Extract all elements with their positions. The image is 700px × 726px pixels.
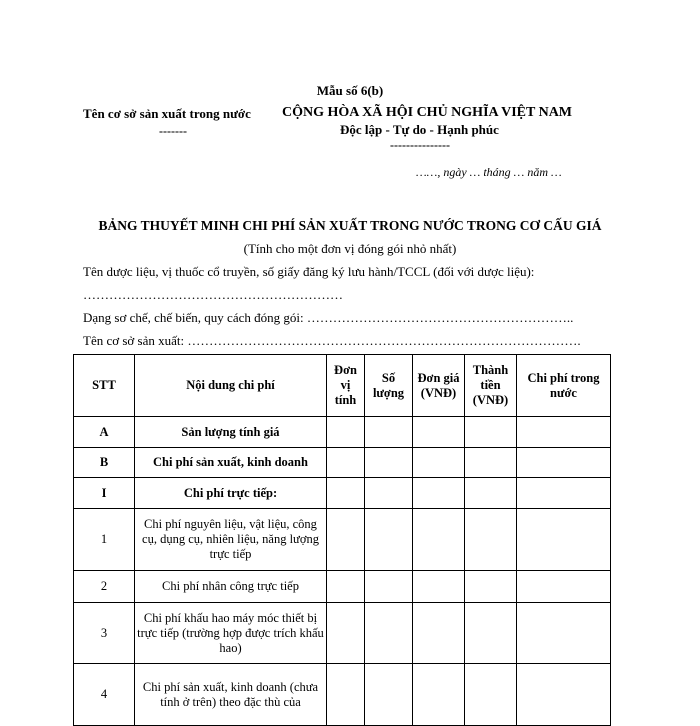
cell-empty	[327, 603, 365, 664]
org-separator: -------	[159, 124, 187, 138]
table-row	[74, 571, 611, 603]
cell-empty	[327, 509, 365, 571]
row-stt: 2	[74, 571, 135, 603]
row-content: Chi phí nhân công trực tiếp	[135, 571, 327, 603]
date-line: ……, ngày … tháng … năm …	[416, 165, 562, 179]
header-quantity: Số lượng	[365, 355, 413, 417]
row-content: Chi phí nguyên liệu, vật liệu, công cụ, dụng cụ, nhiên liệu, năng lượng trực tiếp	[135, 509, 327, 571]
header-amount: Thành tiền (VNĐ)	[465, 355, 517, 417]
header-unit-price: Đơn giá (VNĐ)	[413, 355, 465, 417]
cell-empty	[517, 664, 611, 726]
cell-empty	[327, 448, 365, 478]
org-label: Tên cơ sở sản xuất trong nước	[83, 106, 251, 121]
table-row	[74, 478, 611, 509]
cell-empty	[413, 664, 465, 726]
table-header-row	[74, 355, 611, 417]
cost-table	[73, 354, 611, 726]
cell-empty	[413, 509, 465, 571]
nation-heading: CỘNG HÒA XÃ HỘI CHỦ NGHĨA VIỆT NAM	[282, 105, 573, 120]
cell-empty	[517, 478, 611, 509]
row-stt: B	[74, 448, 135, 478]
cell-empty	[327, 571, 365, 603]
cell-empty	[327, 417, 365, 448]
table-row	[74, 664, 611, 726]
row-stt: 3	[74, 603, 135, 664]
cell-empty	[517, 448, 611, 478]
cell-empty	[413, 478, 465, 509]
cell-empty	[327, 664, 365, 726]
document-subtitle: (Tính cho một đơn vị đóng gói nhỏ nhất)	[243, 241, 457, 256]
cell-empty	[413, 448, 465, 478]
row-content: Chi phí trực tiếp:	[135, 478, 327, 509]
cell-empty	[517, 417, 611, 448]
header-unit: Đơn vị tính	[327, 355, 365, 417]
cell-empty	[517, 603, 611, 664]
cell-empty	[465, 571, 517, 603]
row-stt: 4	[74, 664, 135, 726]
row-content: Chi phí sản xuất, kinh doanh	[135, 448, 327, 478]
cell-empty	[465, 478, 517, 509]
field-material-name-dots: ……………………………………………………	[83, 287, 343, 302]
row-content: Chi phí sản xuất, kinh doanh (chưa tính ở trên) theo đặc thù của	[135, 664, 327, 726]
cell-empty	[327, 478, 365, 509]
row-content: Chi phí khấu hao máy móc thiết bị trực tiếp (trường hợp được trích khấu hao)	[135, 603, 327, 664]
table-row	[74, 448, 611, 478]
field-processing-form: Dạng sơ chế, chế biến, quy cách đóng gói: ……………………………………………………..	[83, 310, 574, 325]
row-stt: I	[74, 478, 135, 509]
cell-empty	[365, 509, 413, 571]
header-content: Nội dung chi phí	[135, 355, 327, 417]
row-stt: A	[74, 417, 135, 448]
header-stt: STT	[74, 355, 135, 417]
cell-empty	[365, 448, 413, 478]
document-title: BẢNG THUYẾT MINH CHI PHÍ SẢN XUẤT TRONG NƯỚC TRONG CƠ CẤU GIÁ	[98, 218, 602, 233]
cell-empty	[413, 417, 465, 448]
cell-empty	[365, 478, 413, 509]
row-content: Sản lượng tính giá	[135, 417, 327, 448]
table-row	[74, 603, 611, 664]
cell-empty	[413, 603, 465, 664]
cell-empty	[517, 571, 611, 603]
cell-empty	[365, 664, 413, 726]
cell-empty	[465, 664, 517, 726]
field-material-name: Tên dược liệu, vị thuốc cổ truyền, số giấy đăng ký lưu hành/TCCL (đối với dược liệu):	[83, 264, 535, 279]
table-row	[74, 509, 611, 571]
cell-empty	[465, 448, 517, 478]
header-domestic-cost: Chi phí trong nước	[517, 355, 611, 417]
field-producer-name: Tên cơ sở sản xuất: ……………………………………………………………………………….	[83, 333, 581, 348]
motto: Độc lập - Tự do - Hạnh phúc	[340, 122, 499, 137]
cell-empty	[465, 509, 517, 571]
row-stt: 1	[74, 509, 135, 571]
cell-empty	[365, 417, 413, 448]
cell-empty	[365, 571, 413, 603]
motto-separator: ---------------	[390, 138, 450, 152]
form-number: Mẫu số 6(b)	[316, 83, 384, 98]
table-row	[74, 417, 611, 448]
cell-empty	[517, 509, 611, 571]
cell-empty	[465, 603, 517, 664]
cell-empty	[465, 417, 517, 448]
cell-empty	[413, 571, 465, 603]
cell-empty	[365, 603, 413, 664]
